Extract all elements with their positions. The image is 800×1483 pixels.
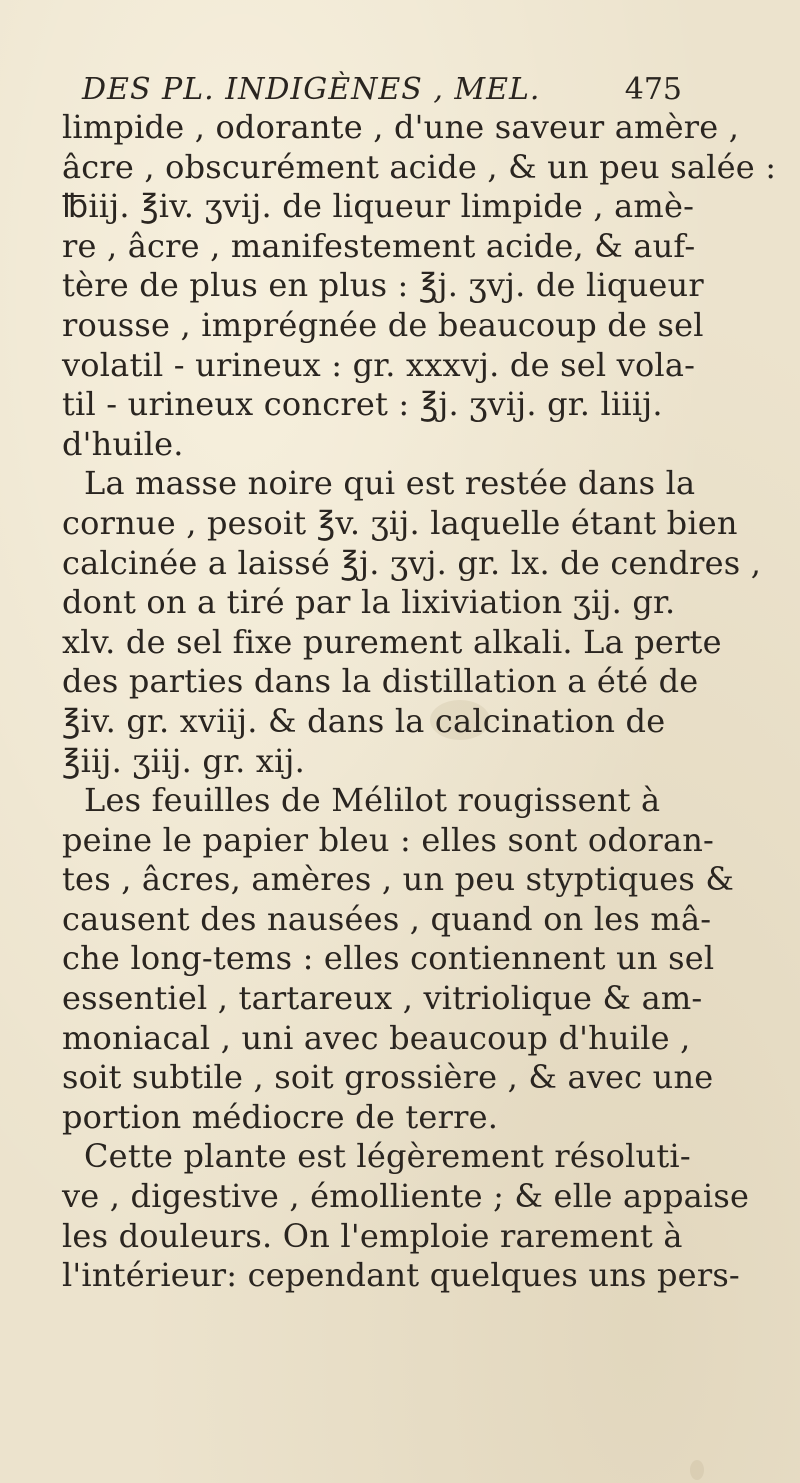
paragraph-start-line: Cette plante est légèrement résoluti- <box>84 1137 691 1176</box>
text-line: rousse , imprégnée de beaucoup de sel <box>62 305 704 344</box>
running-head: DES PL. INDIGÈNES , MEL. <box>82 72 541 107</box>
text-line: re , âcre , manifestement acide, & auf- <box>62 226 696 265</box>
text-line: soit subtile , soit grossière , & avec une <box>62 1058 714 1097</box>
text-line: calcinée a laissé ℥j. ʒvj. gr. lx. de cendres , <box>62 543 762 582</box>
page-header <box>82 70 682 110</box>
text-line: ℔iij. ℥iv. ʒvij. de liqueur limpide , amè- <box>62 187 695 226</box>
text-line: âcre , obscurément acide , & un peu salée : <box>62 147 777 186</box>
text-line: des parties dans la distillation a été de <box>62 662 699 701</box>
text-line: les douleurs. On l'emploie rarement à <box>62 1216 683 1255</box>
text-line: l'intérieur: cependant quelques uns pers- <box>62 1256 740 1295</box>
text-line: tère de plus en plus : ℥j. ʒvj. de liqueur <box>62 266 704 305</box>
paragraph-start-line: La masse noire qui est restée dans la <box>84 464 696 503</box>
text-line: essentiel , tartareux , vitriolique & am- <box>62 979 703 1018</box>
text-line: xlv. de sel fixe purement alkali. La perte <box>62 622 722 661</box>
body-text <box>62 108 777 1296</box>
text-line: tes , âcres, amères , un peu styptiques & <box>62 860 735 899</box>
text-line: ℥iv. gr. xviij. & dans la calcination de <box>62 701 666 740</box>
paper-stain <box>690 1460 704 1480</box>
text-line: til - urineux concret : ℥j. ʒvij. gr. liiij. <box>62 385 663 424</box>
text-line: che long-tems : elles contiennent un sel <box>62 939 715 978</box>
text-line: causent des nausées , quand on les mâ- <box>62 899 712 938</box>
text-line: ve , digestive , émolliente ; & elle appaise <box>62 1177 750 1216</box>
text-line: ℥iij. ʒiij. gr. xij. <box>62 741 305 780</box>
text-line: volatil - urineux : gr. xxxvj. de sel vola- <box>62 345 696 384</box>
page-number: 475 <box>624 72 682 107</box>
text-line: dont on a tiré par la lixiviation ʒij. gr. <box>62 583 676 622</box>
text-line: peine le papier bleu : elles sont odoran- <box>62 820 715 859</box>
text-line: moniacal , uni avec beaucoup d'huile , <box>62 1018 691 1057</box>
text-line: d'huile. <box>62 424 184 463</box>
text-line: cornue , pesoit ℥v. ʒij. laquelle étant bien <box>62 503 738 542</box>
text-line: limpide , odorante , d'une saveur amère , <box>62 108 740 146</box>
text-line: portion médiocre de terre. <box>62 1097 499 1136</box>
paragraph-start-line: Les feuilles de Mélilot rougissent à <box>84 781 661 820</box>
